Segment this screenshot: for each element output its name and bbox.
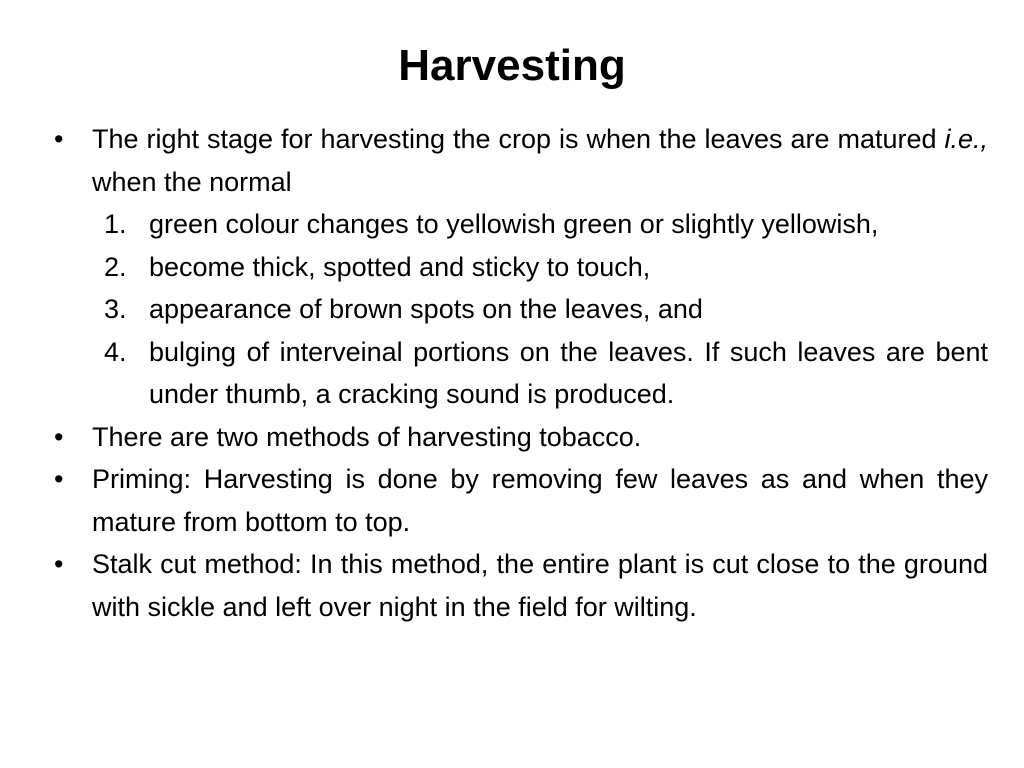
list-number: 2. [104, 251, 127, 282]
bullet-text: Stalk cut method: In this method, the entire plant is cut close to the ground with sickle and left over night in the field for wilting. [92, 549, 988, 622]
bullet-dot-icon: • [54, 124, 64, 154]
bullet-dot-icon: • [54, 549, 64, 579]
list-item-text: become thick, spotted and sticky to touch, [149, 251, 651, 282]
list-item [48, 203, 988, 246]
bullet-text: There are two methods of harvesting tobacco. [92, 421, 642, 452]
list-item [48, 246, 988, 289]
list-item-text: bulging of interveinal portions on the leaves. If such leaves are bent under thumb, a cracking sound is produced. [149, 336, 988, 409]
slide-content [48, 118, 988, 628]
bullet-harvest-stage [48, 118, 988, 203]
list-number: 1. [104, 209, 127, 239]
list-number: 3. [104, 294, 127, 324]
list-item-text: appearance of brown spots on the leaves, and [149, 294, 703, 324]
numbered-list [48, 203, 988, 416]
bullet-text: The right stage for harvesting the crop is when the leaves are matured [92, 124, 945, 154]
bullet-text-italic: i.e., [944, 124, 988, 154]
bullet-priming [48, 458, 988, 543]
bullet-dot-icon: • [54, 421, 64, 452]
list-item [48, 288, 988, 331]
bullet-methods [48, 416, 988, 459]
bullet-text: Priming: Harvesting is done by removing few leaves as and when they mature from bottom to top. [92, 464, 988, 537]
list-item [48, 331, 988, 416]
bullet-dot-icon: • [54, 464, 64, 494]
bullet-stalk-cut [48, 543, 988, 628]
slide-title: Harvesting [398, 41, 626, 90]
bullet-text: when the normal [92, 166, 292, 197]
list-number: 4. [104, 336, 127, 367]
list-item-text: green colour changes to yellowish green or slightly yellowish, [149, 209, 879, 239]
